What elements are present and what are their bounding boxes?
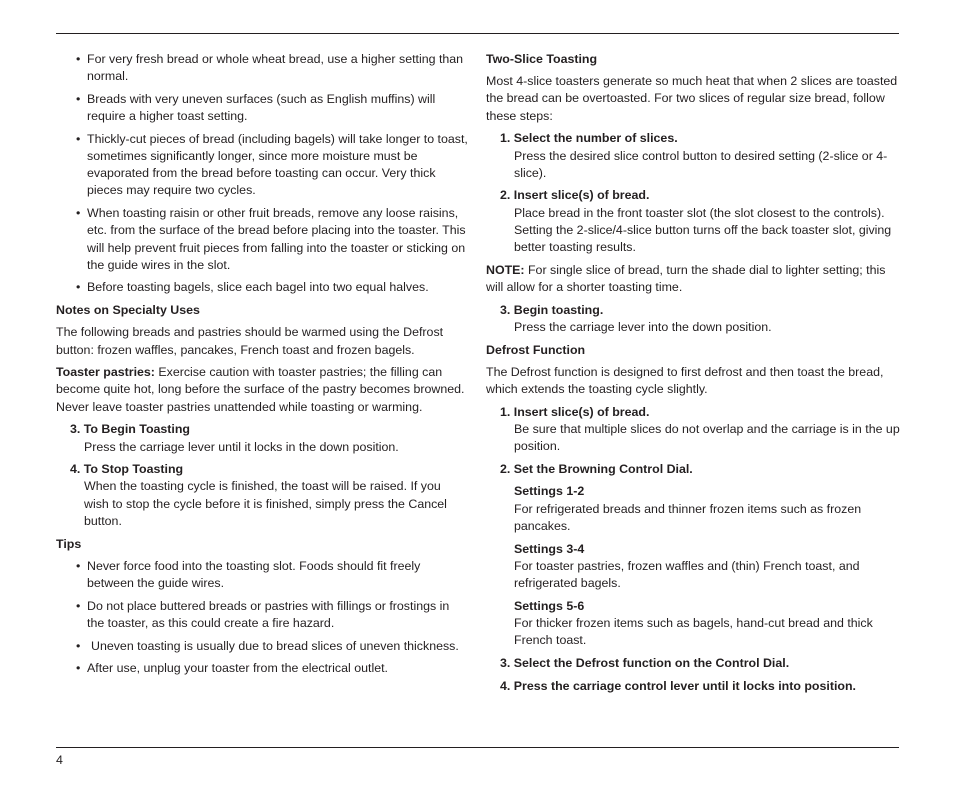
left-column (56, 51, 468, 683)
step-select-slices (486, 130, 900, 182)
list-item: • Uneven toasting is usually due to bread slices of uneven thickness. (56, 638, 468, 655)
toasting-tips-list (56, 51, 468, 297)
step-title: 3. Select the Defrost function on the Control Dial. (500, 655, 790, 670)
step-insert-bread (486, 187, 900, 256)
settings-item (486, 598, 900, 650)
defrost-heading: Defrost Function (486, 342, 586, 357)
step-insert-bread-defrost (486, 404, 900, 456)
pastries-text: Exercise caution with toaster pastries; the filling can become quite hot, long before the surface of the pastry becomes browned. Never leave toaster pastries unattended while toasting or warming. (56, 365, 465, 414)
step-title: 3. Begin toasting. (500, 302, 604, 317)
step-text: When the toasting cycle is finished, the toast will be raised. If you wish to stop the cycle before it is finished, simply press the Cancel button. (84, 479, 447, 528)
step-title: 4. Press the carriage control lever until it locks into position. (500, 678, 856, 693)
specialty-heading: Notes on Specialty Uses (56, 303, 200, 318)
list-item: • For very fresh bread or whole wheat bread, use a higher setting than normal. (76, 52, 464, 84)
settings-title: Settings 1-2 (514, 484, 585, 499)
bottom-rule (56, 747, 899, 748)
step-begin-toasting (486, 302, 900, 336)
settings-text: For refrigerated breads and thinner frozen items such as frozen pancakes. (514, 501, 862, 533)
step-set-dial (486, 461, 900, 478)
pastries-paragraph (56, 364, 468, 416)
list-item: • Never force food into the toasting slot. Foods should fit freely between the guide wires. (76, 558, 421, 590)
bullet-icon: • (76, 598, 81, 613)
note-text: For single slice of bread, turn the shade dial to lighter setting; this will allow for a shorter toasting time. (486, 262, 886, 294)
two-slice-heading: Two-Slice Toasting (486, 52, 598, 66)
list-item: • Thickly-cut pieces of bread (including bagels) will take longer to toast, sometimes significantly longer, since more moisture must be evaporated from the bread before toasting can occur. Very thick pieces may require two cycles. (76, 131, 468, 198)
settings-item (486, 541, 900, 593)
page-number: 4 (56, 753, 63, 767)
list-item: • When toasting raisin or other fruit breads, remove any loose raisins, etc. from the surface of the bread before placing into the toaster. This will help prevent fruit pieces from falling into the toaster or sticking on the guide wires in the slot. (76, 206, 466, 272)
step-title: 3. To Begin Toasting (70, 422, 191, 437)
step-title: 1. Select the number of slices. (500, 131, 678, 146)
step-title: 2. Set the Browning Control Dial. (500, 461, 693, 476)
step-title: 1. Insert slice(s) of bread. (500, 404, 650, 419)
tips-list (56, 558, 468, 678)
tips-heading: Tips (56, 536, 82, 551)
top-rule (56, 33, 899, 34)
step-text: Press the carriage lever until it locks in the down position. (84, 439, 399, 454)
settings-text: For toaster pastries, frozen waffles and (thin) French toast, and refrigerated bagels. (514, 558, 860, 590)
settings-title: Settings 5-6 (514, 598, 585, 613)
list-item: • Do not place buttered breads or pastries with fillings or frostings in the toaster, as this could create a fire hazard. (76, 598, 450, 630)
bullet-icon: • (76, 206, 81, 221)
bullet-icon: • (76, 52, 81, 66)
pastries-label: Toaster pastries: (56, 365, 155, 380)
note-paragraph (486, 262, 900, 296)
step-press-lever (486, 678, 900, 695)
defrost-text: The Defrost function is designed to first defrost and then toast the bread, which extends the toasting cycle slightly. (486, 364, 884, 396)
settings-item (486, 483, 900, 535)
settings-title: Settings 3-4 (514, 541, 585, 556)
bullet-icon: • (76, 131, 81, 146)
step-title: 4. To Stop Toasting (70, 462, 184, 477)
bullet-icon: • (76, 91, 81, 106)
step-title: 2. Insert slice(s) of bread. (500, 188, 650, 203)
settings-text: For thicker frozen items such as bagels, hand-cut bread and thick French toast. (514, 615, 873, 648)
step-text: Press the desired slice control button to desired setting (2-slice or 4-slice). (514, 148, 888, 180)
list-item: • After use, unplug your toaster from the electrical outlet. (56, 660, 468, 677)
note-label: NOTE: (486, 262, 525, 277)
step-text: Be sure that multiple slices do not overlap and the carriage is in the up position. (514, 421, 900, 454)
step-select-defrost (486, 655, 900, 672)
step-text: Place bread in the front toaster slot (the slot closest to the controls). Setting the 2-slice/4-slice button turns off the back toaster slot, giving better toasting results. (514, 205, 892, 255)
step-begin-toasting (56, 421, 468, 455)
step-text: Press the carriage lever into the down position. (514, 319, 772, 334)
list-item: • Before toasting bagels, slice each bagel into two equal halves. (56, 279, 468, 296)
bullet-icon: • (76, 558, 81, 573)
bullet-icon: • (76, 280, 81, 295)
bullet-icon: • (76, 638, 81, 653)
right-column (486, 51, 900, 700)
list-item: • Breads with very uneven surfaces (such as English muffins) will require a higher toast setting. (76, 91, 436, 124)
step-stop-toasting (56, 461, 468, 530)
specialty-text: The following breads and pastries should be warmed using the Defrost button: frozen waffles, pancakes, French toast and frozen bagels. (56, 325, 444, 357)
two-slice-text: Most 4-slice toasters generate so much heat that when 2 slices are toasted the bread can be overtoasted. For two slices of regular size bread, follow these steps: (486, 74, 898, 123)
bullet-icon: • (76, 661, 81, 676)
